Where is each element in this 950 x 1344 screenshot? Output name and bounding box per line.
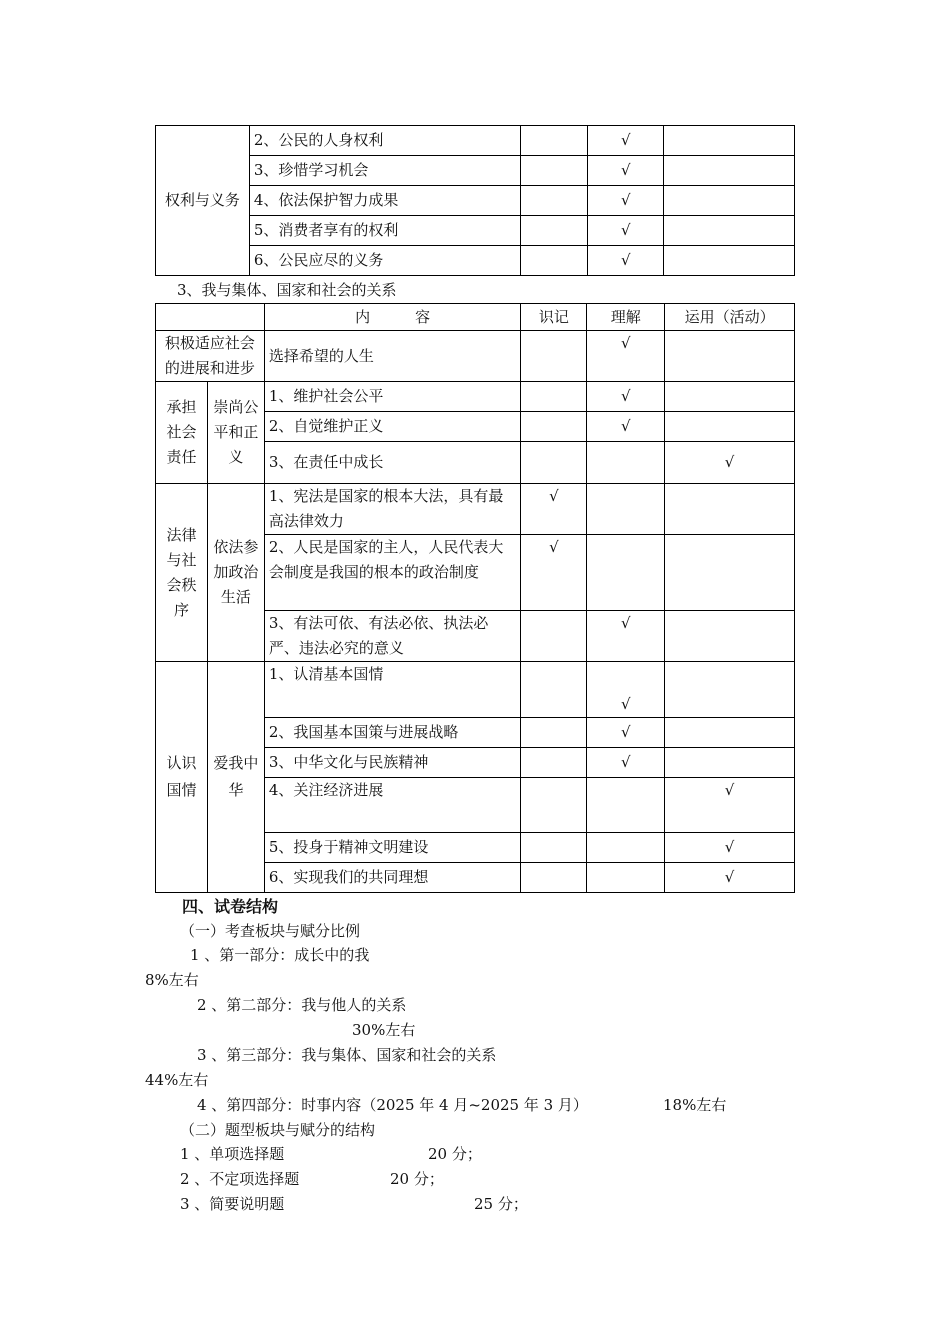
content-cell: 1、认清基本国情 (264, 662, 521, 718)
category-rights-duties: 权利与义务 (156, 126, 250, 276)
content-cell: 3、珍惜学习机会 (249, 156, 521, 186)
question-type-1-score: 20 分； (428, 1145, 482, 1163)
check-mark: √ (588, 216, 664, 246)
category-social-responsibility: 承担社会责任 (156, 382, 208, 484)
content-cell: 5、投身于精神文明建设 (264, 833, 521, 863)
check-mark: √ (587, 611, 665, 662)
question-type-1: 1 、单项选择题 (180, 1145, 285, 1163)
content-cell: 3、有法可依、有法必依、执法必严、违法必究的意义 (264, 611, 521, 662)
subcategory-fairness-justice: 崇尚公平和正义 (207, 382, 264, 484)
part-4-value: 18%左右 (663, 1096, 727, 1114)
header-understand: 理解 (587, 304, 665, 331)
part-3-value: 44%左右 (145, 1071, 209, 1089)
header-apply: 运用（活动） (665, 304, 795, 331)
content-cell: 3、在责任中成长 (264, 442, 521, 484)
check-mark: √ (588, 126, 664, 156)
part-1-value: 8%左右 (145, 971, 199, 989)
subheading-question-types: （二）题型板块与赋分的结构 (180, 1121, 376, 1139)
category-adapt-society: 积极适应社会的进展和进步 (156, 331, 265, 382)
part-2-label: 2 、第二部分：我与他人的关系 (197, 996, 407, 1014)
subheading-weighting: （一）考查板块与赋分比例 (180, 922, 361, 940)
check-mark: √ (588, 156, 664, 186)
category-law-order: 法律与社会秩序 (156, 484, 208, 662)
check-mark: √ (521, 484, 587, 535)
section-heading: 四、试卷结构 (182, 897, 279, 916)
check-mark: √ (665, 863, 795, 893)
part-1-label: 1 、第一部分：成长中的我 (190, 946, 370, 964)
part-2-value: 30%左右 (352, 1021, 416, 1039)
subcategory-political-life: 依法参加政治生活 (207, 484, 264, 662)
check-mark: √ (587, 748, 665, 778)
header-content: 内 容 (264, 304, 521, 331)
check-mark: √ (588, 186, 664, 216)
content-cell: 3、中华文化与民族精神 (264, 748, 521, 778)
rights-duties-table (155, 125, 795, 276)
check-mark: √ (588, 246, 664, 276)
check-mark: √ (521, 535, 587, 611)
society-relations-table (155, 303, 795, 893)
subcategory-love-china: 爱我中华 (207, 662, 264, 893)
content-cell: 6、实现我们的共同理想 (264, 863, 521, 893)
check-mark: √ (587, 412, 665, 442)
category-national-conditions: 认识国情 (156, 662, 208, 893)
content-cell: 2、公民的人身权利 (249, 126, 521, 156)
question-type-2-score: 20 分； (390, 1170, 444, 1188)
content-cell: 2、自觉维护正义 (264, 412, 521, 442)
check-mark: √ (587, 718, 665, 748)
content-cell: 2、人民是国家的主人，人民代表大会制度是我国的根本的政治制度 (264, 535, 521, 611)
check-mark: √ (665, 442, 795, 484)
part-4-label: 4 、第四部分：时事内容（2025 年 4 月~2025 年 3 月） (197, 1096, 588, 1114)
content-cell: 2、我国基本国策与进展战略 (264, 718, 521, 748)
question-type-2: 2 、不定项选择题 (180, 1170, 300, 1188)
check-mark: √ (665, 833, 795, 863)
content-cell: 6、公民应尽的义务 (249, 246, 521, 276)
check-mark: √ (587, 662, 665, 718)
content-cell: 5、消费者享有的权利 (249, 216, 521, 246)
check-mark: √ (587, 382, 665, 412)
header-memorize: 识记 (521, 304, 587, 331)
part-3-label: 3 、第三部分：我与集体、国家和社会的关系 (197, 1046, 497, 1064)
content-cell: 4、依法保护智力成果 (249, 186, 521, 216)
question-type-3-score: 25 分； (474, 1195, 528, 1213)
section-3-title: 3、我与集体、国家和社会的关系 (177, 281, 397, 299)
content-cell: 1、维护社会公平 (264, 382, 521, 412)
check-mark: √ (587, 331, 665, 382)
content-cell: 选择希望的人生 (264, 331, 521, 382)
check-mark: √ (665, 778, 795, 833)
content-cell: 1、宪法是国家的根本大法，具有最高法律效力 (264, 484, 521, 535)
question-type-3: 3 、简要说明题 (180, 1195, 285, 1213)
content-cell: 4、关注经济进展 (264, 778, 521, 833)
